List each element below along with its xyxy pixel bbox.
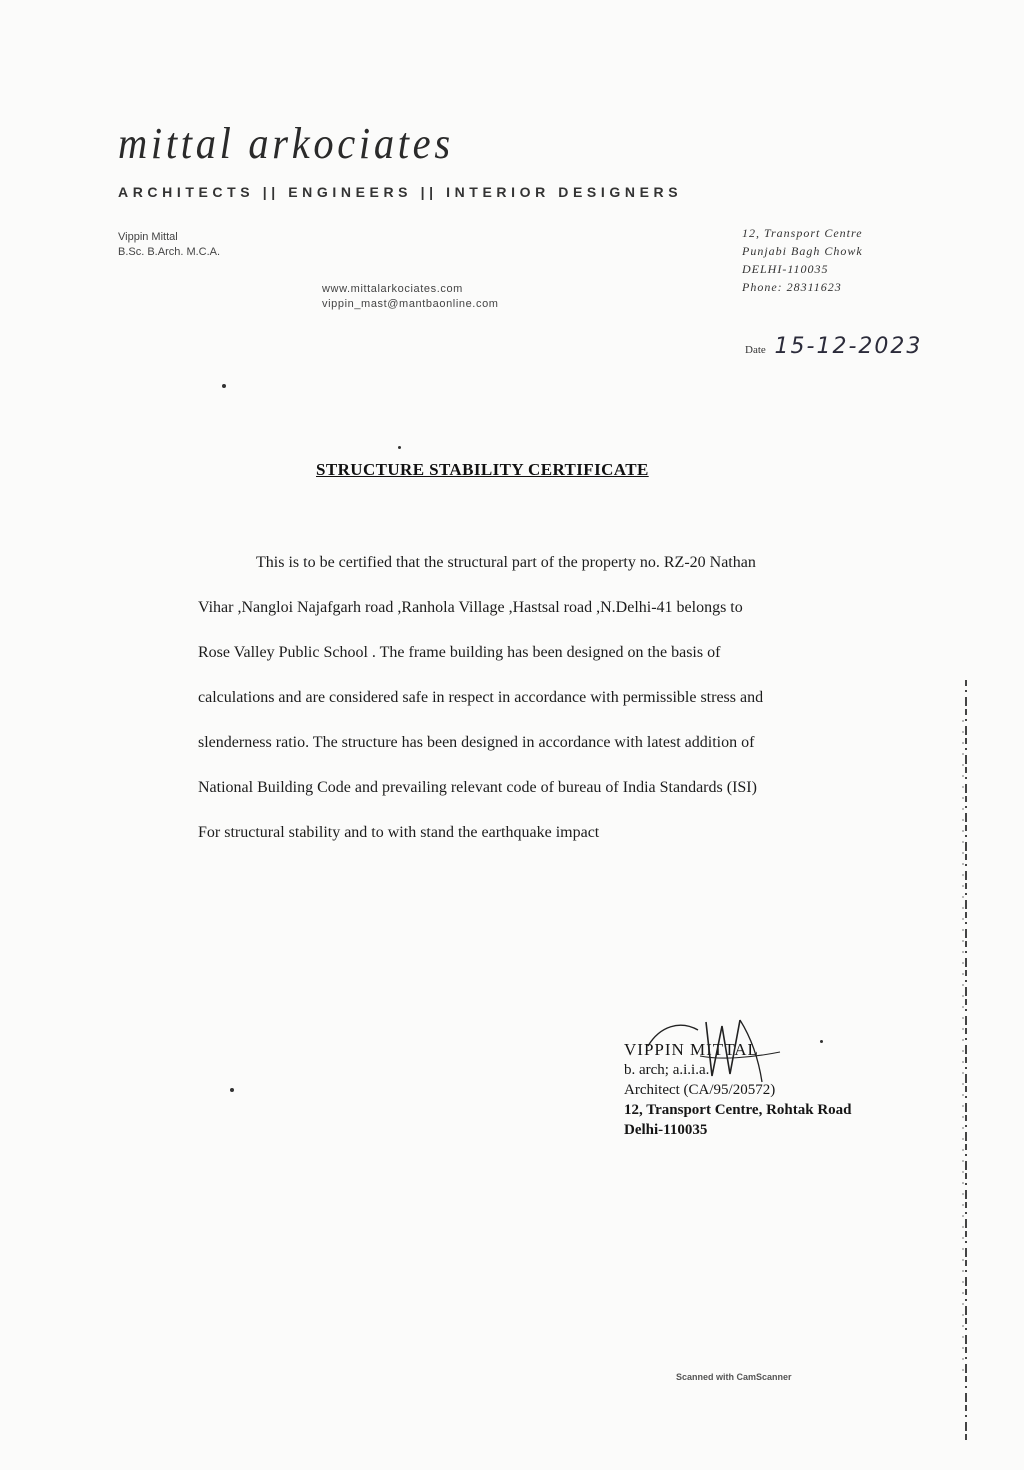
phone-text: Phone: 28311623 — [742, 280, 842, 294]
dust-speck — [222, 384, 226, 388]
letterhead-contact — [322, 282, 499, 312]
address-line-3: DELHI-110035 — [742, 262, 829, 276]
body-line: For structural stability and to with stand the earthquake impact — [198, 824, 600, 841]
signatory-address: 12, Transport Centre, Rohtak Road — [624, 1102, 852, 1118]
person-name: Vippin Mittal — [118, 231, 178, 243]
date-label: Date — [745, 344, 766, 356]
body-line: This is to be certified that the structural part of the property no. RZ-20 Nathan — [256, 554, 756, 571]
dust-speck — [230, 1088, 234, 1092]
signatory-city: Delhi-110035 — [624, 1122, 708, 1138]
body-line: calculations and are considered safe in respect in accordance with permissible stress and — [198, 689, 764, 706]
body-line: Vihar ,Nangloi Najafgarh road ,Ranhola Village ,Hastsal road ,N.Delhi-41 belongs to — [198, 599, 743, 616]
date-value: 15-12-2023 — [774, 334, 923, 359]
address-line-1: 12, Transport Centre — [742, 226, 863, 240]
body-line: National Building Code and prevailing relevant code of bureau of India Standards (ISI) — [198, 779, 757, 796]
certificate-body — [198, 540, 858, 855]
certificate-title: STRUCTURE STABILITY CERTIFICATE — [316, 460, 649, 479]
body-line: slenderness ratio. The structure has been designed in accordance with latest addition of — [198, 734, 755, 751]
signatory-registration: Architect (CA/95/20572) — [624, 1082, 776, 1098]
letterhead-address — [742, 224, 863, 296]
letterhead-person — [118, 230, 220, 260]
address-line-2: Punjabi Bagh Chowk — [742, 244, 863, 258]
dust-speck — [398, 446, 401, 449]
person-degree: B.Sc. B.Arch. M.C.A. — [118, 246, 221, 258]
company-logo: mittal arkociates — [118, 119, 454, 168]
signatory-qualification: b. arch; a.i.i.a. — [624, 1062, 710, 1078]
handwritten-signature — [640, 1016, 790, 1096]
scanner-watermark: Scanned with CamScanner — [676, 1372, 792, 1382]
signatory-name: VIPPIN MITTAL — [624, 1040, 759, 1059]
email-text: vippin_mast@mantbaonline.com — [322, 298, 499, 310]
scan-edge-artifact — [956, 680, 976, 1440]
date-row — [745, 334, 922, 359]
website-text: www.mittalarkociates.com — [322, 283, 463, 295]
company-tagline: ARCHITECTS || ENGINEERS || INTERIOR DESIGNERS — [118, 184, 683, 200]
body-line: Rose Valley Public School . The frame building has been designed on the basis of — [198, 644, 721, 661]
